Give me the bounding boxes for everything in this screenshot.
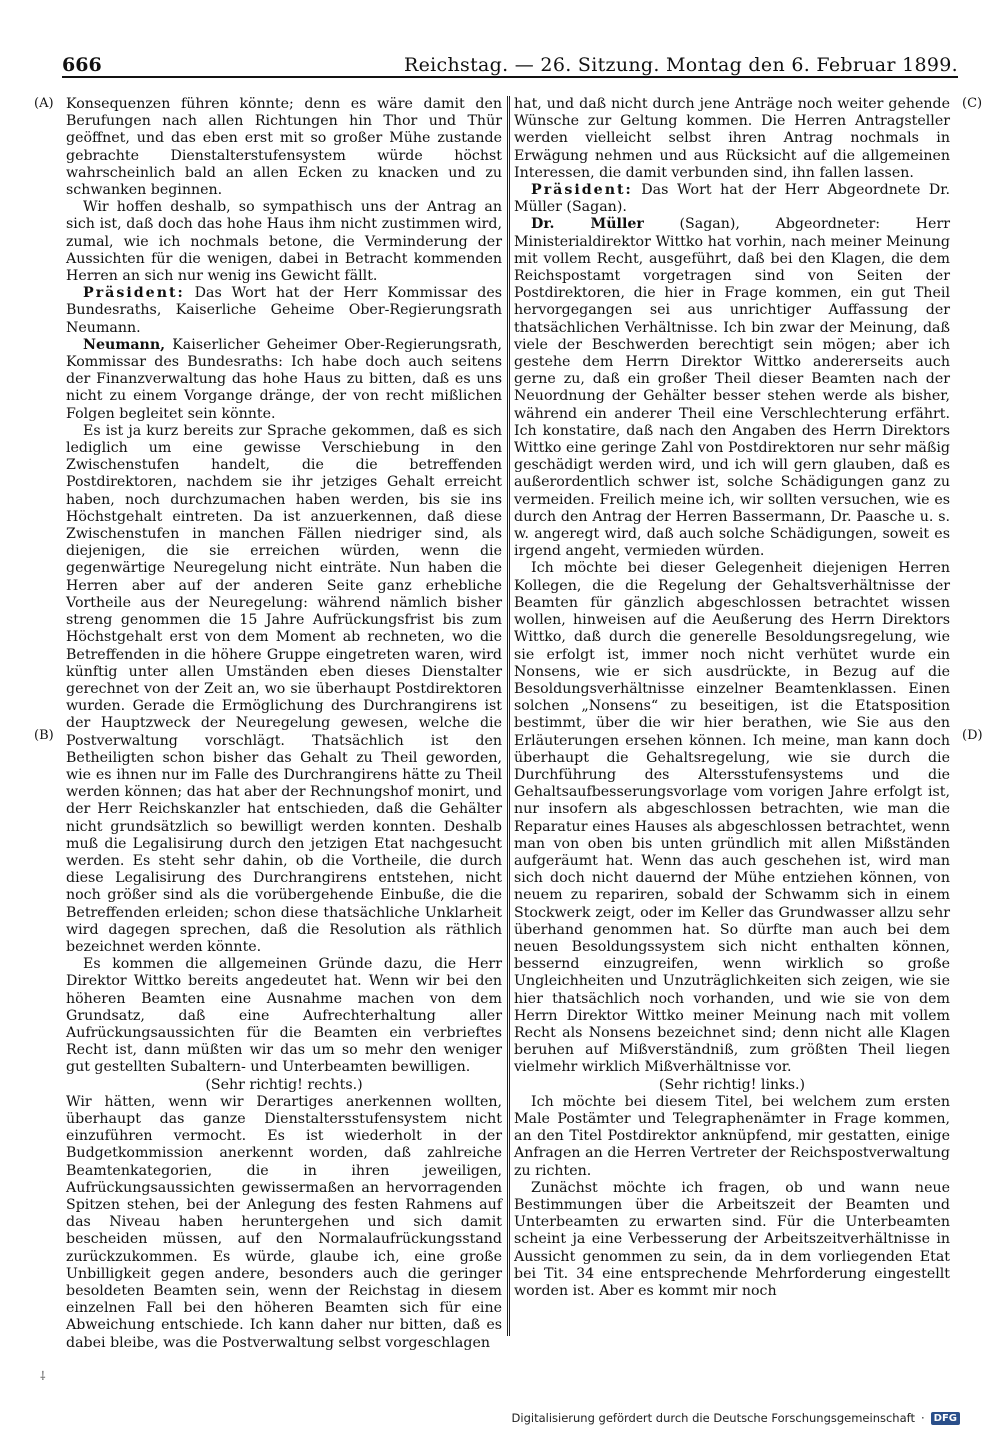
credit-text: Digitalisierung gefördert durch die Deutsche Forschungsgemeinschaft: [511, 1411, 915, 1425]
column-rule-inner: [509, 96, 510, 1336]
interjection: (Sehr richtig! rechts.): [205, 1076, 363, 1093]
paragraph: Wir hoffen deshalb, so sympathisch uns der Antrag an sich ist, daß doch das hohe Haus ihm nicht zustimmen wird, zumal, wie ich nochmals betone, die Verminderung der Aussichten für die wenigen, dabei in Betracht kommenden Herren an sich nur wenig ins Gewicht fällt.: [66, 199, 502, 285]
speech-paragraph: [514, 182, 950, 216]
paragraph: Konsequenzen führen könnte; denn es wäre damit den Berufungen nach allen Richtungen hin Thor und Thür geöffnet, und das eben erst mit so großer Mühe zustande gebrachte Dienstalterstufensystem würde höchst wahrscheinlich bald an allen Ecken zu knacken und zu schwanken beginnen.: [66, 96, 502, 199]
page-header: [62, 46, 958, 78]
right-column: [514, 96, 950, 1300]
paragraph: Ich möchte bei diesem Titel, bei welchem zum ersten Male Postämter und Telegraphenämter in Frage kommen, an den Titel Postdirektor anknüpfend, mir gestatten, einige Anfragen an die Herren Vertreter der Reichspostverwaltung zu richten.: [514, 1093, 950, 1179]
speech-text: Kaiserlicher Geheimer Ober-Regierungsrath, Kommissar des Bundesraths: Ich habe doch auch seitens der Finanzverwaltung das hohe Haus zu bitten, daß es uns nicht zu einem Vorgange dränge, der von recht mißlichen Folgen begleitet sein könnte.: [66, 336, 502, 422]
speech-paragraph: [66, 337, 502, 423]
speaker-name: Dr. Müller: [531, 216, 644, 233]
speech-text: Das Wort hat der Herr Abgeordnete Dr. Müller (Sagan).: [514, 182, 950, 216]
speaker-name: Präsident:: [83, 285, 185, 302]
margin-marker-a: (A): [34, 96, 54, 111]
margin-marker-c: (C): [962, 96, 983, 111]
speech-paragraph: [514, 216, 950, 560]
running-title: Reichstag. — 26. Sitzung. Montag den 6. Februar 1899.: [404, 54, 958, 76]
margin-marker-d: (D): [962, 728, 983, 743]
speaker-name: Präsident:: [531, 182, 633, 199]
interjection: (Sehr richtig! links.): [658, 1076, 806, 1093]
margin-marker-b: (B): [34, 728, 54, 743]
margin-mark: ⸸: [40, 1369, 46, 1383]
dfg-logo: DFG: [931, 1412, 960, 1425]
digitization-credit: [512, 1411, 960, 1425]
paragraph: Zunächst möchte ich fragen, ob und wann neue Bestimmungen über die Arbeitszeit der Beamten und Unterbeamten zu erwarten sind. Für die Unterbeamten scheint ja eine Verbesserung der Arbeitszeitverhältnisse in Aussicht genommen zu sein, da in dem vorliegenden Etat bei Tit. 34 eine entsprechende Mehrforderung eingestellt worden ist. Aber es kommt mir noch: [514, 1179, 950, 1300]
speech-paragraph: [66, 285, 502, 337]
paragraph: Es ist ja kurz bereits zur Sprache gekommen, daß es sich lediglich um eine gewisse Verschiebung in den Zwischenstufen handelt, die die betreffenden Postdirektoren, nachdem sie ihr jetziges Gehalt erreicht haben, noch durchzumachen haben werden, bis sie ins Höchstgehalt eintreten. Da ist anzuerkennen, daß diese Zwischenstufen in manchen Fällen niedriger sind, als diejenigen, die sie erreichen würden, wenn die gegenwärtige Neuregelung nicht einträte. Nun haben die Herren aber auf der anderen Seite ganz erhebliche Vortheile aus der Neuregelung: während nämlich bisher streng genommen die 15 Jahre Aufrückungsfrist bis zum Höchstgehalt erst von dem Moment ab rechneten, wo die Betreffenden in die höhere Gruppe eingetreten waren, wird künftig unter allen Umständen eben dieses Dienstalter gerechnet von der Zeit an, wo sie überhaupt Postdirektoren wurden. Gerade die Ermöglichung des Durchrangirens ist der Hauptzweck der Neuregelung gewesen, welche die Postverwaltung vorschlägt. Thatsächlich ist den Betheiligten schon bisher das Gehalt zu Theil geworden, wie es ihnen nur im Falle des Durchrangirens hätte zu Theil werden können; das hat aber der Rechnungshof monirt, und der Herr Reichskanzler hat entschieden, daß die Gehälter nicht grundsätzlich so bewilligt werden konnten. Deshalb muß die Legalisirung durch den jetzigen Etat nachgesucht werden. Es steht sehr dahin, ob die Vortheile, die durch diese Legalisirung des Durchrangirens entstehen, nicht noch größer sind als die vorübergehende Einbuße, die die Betreffenden erleiden; schon diese thatsächliche Unklarheit wird dagegen sprechen, daß die Resolution als räthlich bezeichnet werden könnte.: [66, 422, 502, 955]
speaker-name: Neumann,: [83, 336, 166, 353]
left-column: [66, 96, 502, 1352]
paragraph: hat, und daß nicht durch jene Anträge noch weiter gehende Wünsche zur Geltung kommen. Die Herren Antragsteller werden vielleicht selbst ihren Antrag nochmals in Erwägung nehmen und aus Rücksicht auf die allgemeinen Interessen, die damit verbunden sind, ihn fallen lassen.: [514, 96, 950, 181]
page-number: 666: [62, 54, 102, 76]
speech-text: Das Wort hat der Herr Kommissar des Bundesraths, Kaiserliche Geheime Ober-Regierungsrath Neumann.: [66, 285, 502, 336]
separator: ·: [921, 1411, 925, 1425]
column-rule: [507, 96, 508, 1336]
paragraph: Es kommen die allgemeinen Gründe dazu, die Herr Direktor Wittko bereits angedeutet hat. Wenn wir bei den höheren Beamten eine Ausnahme machen von dem Grundsatz, daß eine Aufrechterhaltung aller Aufrückungsaussichten für die Beamten ein verbrieftes Recht ist, dann müßten wir das um so mehr den weniger gut gestellten Subaltern- und Unterbeamten bewilligen.: [66, 956, 502, 1076]
paragraph: Wir hätten, wenn wir Derartiges anerkennen wollten, überhaupt das ganze Dienstaltersstufensystem nicht einzuführen vermocht. Es ist wiederholt in der Budgetkommission anerkennt worden, daß zahlreiche Beamtenkategorien, die in ihren jeweiligen, Aufrückungsaussichten gewissermaßen an hervorragenden Spitzen stehen, bei der Anlegung des festen Rahmens auf das Niveau haben heruntergehen und sich damit bescheiden müssen, auf den Normalaufrückungsstand zurückzukommen. Es würde, glaube ich, eine große Unbilligkeit gegen andere, besonders auch die geringer besoldeten Beamten sein, wenn der Reichstag in diesem einzelnen Fall bei den höheren Beamten sich für eine Abweichung entschiede. Ich kann daher nur bitten, daß es dabei bleibe, was die Postverwaltung selbst vorgeschlagen: [66, 1093, 502, 1351]
paragraph: Ich möchte bei dieser Gelegenheit diejenigen Herren Kollegen, die die Regelung der Gehaltsverhältnisse der Beamten für gänzlich abgeschlossen betrachtet wissen wollen, hinweisen auf die Aeußerung des Herrn Direktors Wittko, daß durch die generelle Besoldungsregelung, wie sie erfolgt ist, immer noch nicht verhütet wurde ein Nonsens, wie er sich ausdrückte, in Bezug auf die Besoldungsverhältnisse einzelner Beamtenklassen. Einen solchen „Nonsens“ zu beseitigen, ist die Etatsposition bestimmt, über die wir hier berathen, wie Sie aus den Erläuterungen ersehen können. Ich meine, man kann doch überhaupt die Gehaltsregelung, wie sie durch die Durchführung des Altersstufensystems und die Gehaltsaufbesserungsvorlage vom vorigen Jahre erfolgt ist, nur insofern als abgeschlossen betrachten, wie man die Reparatur eines Hauses als abgeschlossen betrachtet, wenn man von oben bis unten gründlich mit allen Mißständen aufgeräumt hat. Wenn das auch geschehen ist, wird man sich doch nicht dauernd der Mühe entziehen können, von neuem zu repariren, sobald der Schwamm sich in einem Stockwerk zeigt, oder im Keller das Grundwasser allzu sehr überhand genommen hat. So dürfte man auch bei dem neuen Besoldungssystem sich nicht enthalten können, bessernd einzugreifen, wenn wirklich so große Ungleichheiten und Unzuträglichkeiten sich zeigen, wie sie hier thatsächlich noch vorhanden, und wie sie von dem Herrn Direktor Wittko meiner Meinung nach mit vollem Recht als Nonsens bezeichnet sind; denn nicht alle Klagen beruhen auf Mißverständniß, zum größten Theil liegen vielmehr wirklich Mißverhältnisse vor.: [514, 560, 950, 1076]
speech-text: (Sagan), Abgeordneter: Herr Ministerialdirektor Wittko hat vorhin, nach meiner Meinung mit vollem Recht, ausgeführt, daß bei den Klagen, die dem Reichspostamt vorgetragen sind von Seiten der Postdirektoren, die hier in Frage kommen, ein gut Theil hervorgegangen sei aus unrichtiger Auffassung der thatsächlichen Verhältnisse. Ich bin zwar der Meinung, daß viele der Beschwerden berechtigt sein mögen; aber ich gestehe dem Herrn Direktor Wittko andererseits auch gerne zu, daß ein großer Theil dieser Beamten nach der Neuordnung der Gehälter besser stehen werde als bisher, während ein anderer Theil eine Verschlechterung erfährt. Ich konstatire, daß nach den Angaben des Herrn Direktors Wittko eine geringe Zahl von Postdirektoren nur sehr mäßig geschädigt werden wird, und ich will gern glauben, daß es außerordentlich schwer ist, solche Schädigungen ganz zu vermeiden. Freilich meine ich, wir sollten versuchen, wie es durch den Antrag der Herren Bassermann, Dr. Paasche u. s. w. angeregt wird, daß auch solche Schädigungen, soweit es irgend angeht, vermieden würden.: [514, 216, 951, 560]
